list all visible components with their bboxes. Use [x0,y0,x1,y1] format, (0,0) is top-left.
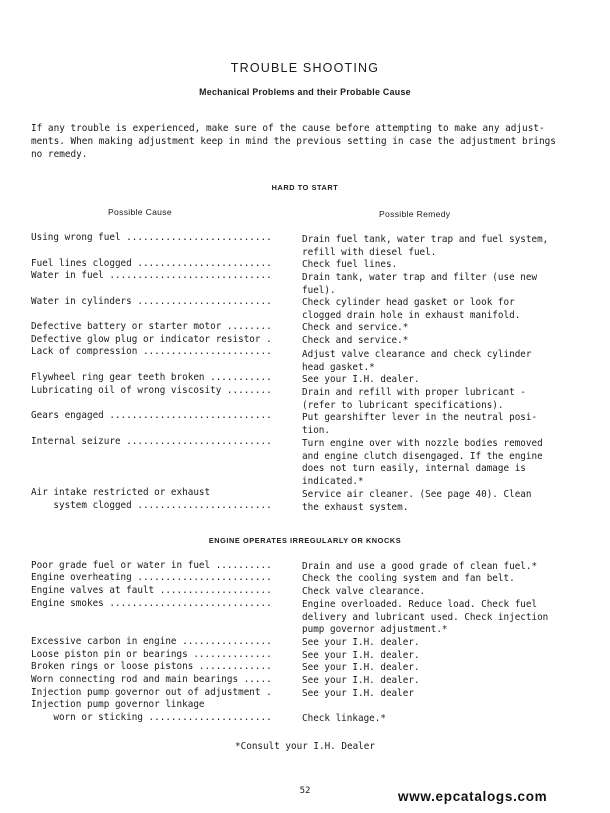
remedy-text: Drain tank, water trap and filter (use new fuel). [302,272,538,296]
remedy-text: Put gearshifter lever in the neutral posi- tion. [302,412,538,436]
remedy-text: See your I.H. dealer. [302,637,420,648]
cause-text: Fuel lines clogged ........................ [31,258,272,269]
cause-text: Injection pump governor linkage worn or sticking ...................... [31,699,272,723]
remedy-text: Check linkage.* [302,713,386,724]
remedy-text: Check the cooling system and fan belt. [302,573,515,584]
remedy-text: See your I.H. dealer. [302,650,420,661]
cause-text: Gears engaged ............................. [31,410,272,421]
cause-text: Using wrong fuel .......................... [31,232,272,243]
remedy-text: See your I.H. dealer. [302,675,420,686]
remedy-text: Adjust valve clearance and check cylinder head gasket.* [302,349,532,373]
remedy-text: Service air cleaner. (See page 40). Clean the exhaust system. [302,489,532,513]
remedy-text: Check cylinder head gasket or look for clogged drain hole in exhaust manifold. [302,297,521,321]
page-number: 52 [299,786,311,796]
cause-text: Internal seizure .......................... [31,436,272,447]
cause-text: Water in fuel ............................. [31,270,272,281]
remedy-text: Drain and use a good grade of clean fuel.* [302,561,538,572]
cause-text: Water in cylinders ........................ [31,296,272,307]
remedy-text: Check and service.* [302,322,409,333]
cause-text: Engine valves at fault .................... [31,585,272,596]
remedy-text: See your I.H. dealer [302,688,414,699]
remedy-text: See your I.H. dealer. [302,662,420,673]
column-heading-cause: Possible Cause [108,207,172,217]
section-heading-hard-to-start: HARD TO START [271,183,339,192]
section-heading-irregular: ENGINE OPERATES IRREGULARLY OR KNOCKS [208,536,402,545]
remedy-text: Check and service.* [302,335,409,346]
cause-text: Injection pump governor out of adjustment . [31,687,272,698]
remedy-text: See your I.H. dealer. [302,374,420,385]
page-subtitle: Mechanical Problems and their Probable Cause [199,87,411,97]
remedy-text: Check valve clearance. [302,586,426,597]
watermark-text: www.epcatalogs.com [398,789,548,804]
cause-text: Lubricating oil of wrong viscosity ........ [31,385,272,396]
cause-text: Engine smokes ............................. [31,598,272,609]
remedy-text: Engine overloaded. Reduce load. Check fuel delivery and lubricant used. Check injection pump governor adjustment.* [302,599,549,636]
footnote: *Consult your I.H. Dealer [235,741,375,752]
cause-text: Poor grade fuel or water in fuel .......... [31,560,272,571]
cause-text: Excessive carbon in engine ................ [31,636,272,647]
cause-text: Worn connecting rod and main bearings ..... [31,674,272,685]
cause-text: Air intake restricted or exhaust system clogged ........................ [31,487,272,511]
cause-text: Broken rings or loose pistons ............. [31,661,272,672]
cause-text: Loose piston pin or bearings .............. [31,649,272,660]
cause-text: Flywheel ring gear teeth broken ........... [31,372,272,383]
column-heading-remedy: Possible Remedy [379,209,451,219]
cause-text: Lack of compression ....................... [31,346,272,357]
page-title: TROUBLE SHOOTING [230,61,380,75]
remedy-text: Drain fuel tank, water trap and fuel system, refill with diesel fuel. [302,234,549,258]
remedy-text: Turn engine over with nozzle bodies removed and engine clutch disengaged. If the engine does not turn easily, internal damage is indicated.* [302,438,543,487]
intro-paragraph: If any trouble is experienced, make sure of the cause before attempting to make any adjust- ments. When making adjustment keep in mind the previous setting in case the adjustment brings no remedy. [31,123,556,160]
remedy-text: Check fuel lines. [302,259,398,270]
cause-text: Defective glow plug or indicator resistor . [31,334,272,345]
remedy-text: Drain and refill with proper lubricant - (refer to lubricant specifications). [302,387,526,411]
cause-text: Engine overheating ........................ [31,572,272,583]
cause-text: Defective battery or starter motor ........ [31,321,272,332]
